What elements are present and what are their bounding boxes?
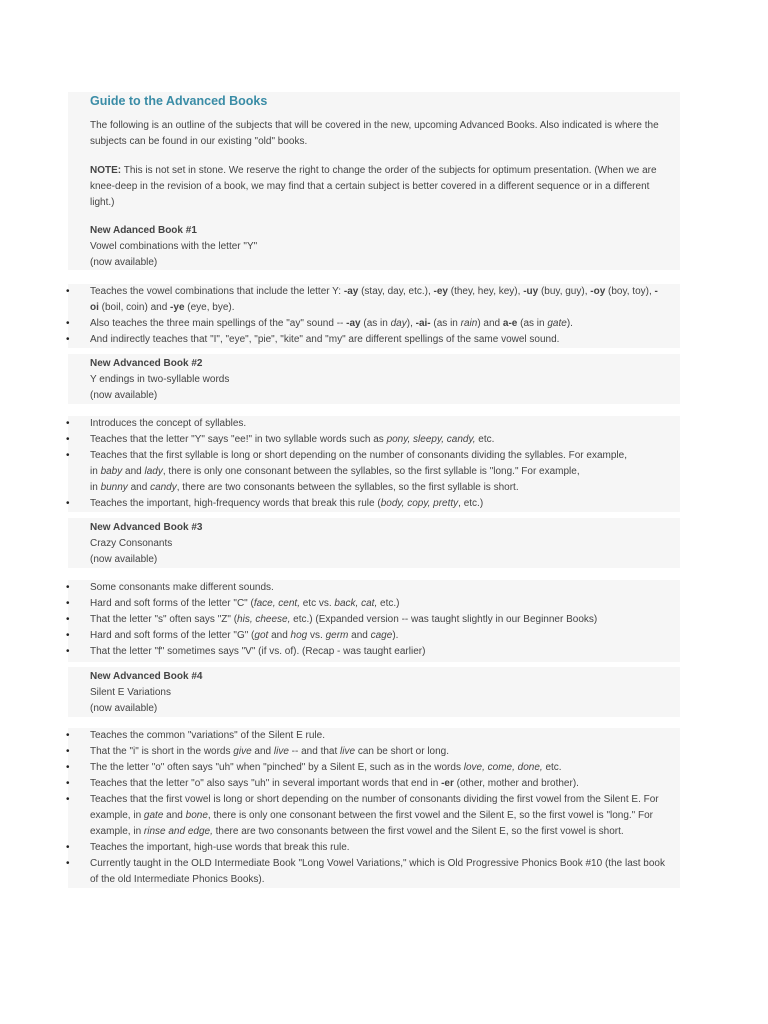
book3-list-panel: [68, 580, 680, 662]
book1-list-panel: [68, 284, 680, 348]
list-item: • Hard and soft forms of the letter "G" (got and hog vs. germ and cage).: [90, 628, 672, 644]
list-item: • Currently taught in the OLD Intermediate Book "Long Vowel Variations," which is Old Progressive Phonics Book #10 (the last book of the old Intermediate Phonics Books).: [90, 856, 672, 888]
list-item: • Teaches that the first vowel is long or short depending on the number of consonants dividing the first vowel from the Silent E. For example, in gate and bone, there is only one consonant between the first vowel and the Silent E, so the first vowel is "long." For example, in rinse and edge, there are two consonants between the first vowel and the Silent E, so the first vowel is short.: [90, 792, 672, 840]
list-item: • Introduces the concept of syllables.: [90, 416, 672, 432]
book2-header-panel: [68, 354, 680, 404]
list-item: • That the letter "s" often says "Z" (his, cheese, etc.) (Expanded version -- was taught slightly in our Beginner Books): [90, 612, 672, 628]
book3-header-panel: [68, 518, 680, 568]
book2-heading: New Advanced Book #2: [90, 358, 203, 369]
intro-line-1: The following is an outline of the subjects that will be covered in the new, upcoming Advanced Books. Also indicated is where the: [90, 120, 659, 131]
book2-list-panel: [68, 416, 680, 512]
list-item: • Also teaches the three main spellings of the "ay" sound -- -ay (as in day), -ai- (as in rain) and a-e (as in gate).: [90, 316, 672, 332]
intro-paragraph: [90, 118, 672, 150]
book1-header: [90, 223, 672, 271]
book4-subtitle: Silent E Variations: [90, 687, 171, 698]
list-item: • That the "i" is short in the words give and live -- and that live can be short or long.: [90, 744, 672, 760]
list-item: • Teaches that the letter "o" also says "uh" in several important words that end in -er (other, mother and brother).: [90, 776, 672, 792]
list-item: • Hard and soft forms of the letter "C" (face, cent, etc vs. back, cat, etc.): [90, 596, 672, 612]
book2-subtitle: Y endings in two-syllable words: [90, 374, 230, 385]
book1-list: [90, 284, 672, 348]
note-label: NOTE:: [90, 165, 122, 176]
intro-line-2: subjects can be found in our existing "old" books.: [90, 136, 308, 147]
note-paragraph: [90, 163, 672, 211]
list-item: • Teaches that the first syllable is long or short depending on the number of consonants dividing the syllables. For example, in baby and lady, there is only one consonant between the syllables, so the first syllable is "long." For example, in bunny and candy, there are two consonants between the syllables, so the first syllable is short.: [90, 448, 672, 496]
book4-heading: New Advanced Book #4: [90, 671, 203, 682]
book2-status: (now available): [90, 390, 158, 401]
book4-header-panel: [68, 667, 680, 717]
book3-status: (now available): [90, 554, 158, 565]
book4-status: (now available): [90, 703, 158, 714]
list-item: • Some consonants make different sounds.: [90, 580, 672, 596]
book2-list: [90, 416, 672, 512]
list-item: • The the letter "o" often says "uh" when "pinched" by a Silent E, such as in the words love, come, done, etc.: [90, 760, 672, 776]
list-item: • Teaches that the letter "Y" says "ee!" in two syllable words such as pony, sleepy, candy, etc.: [90, 432, 672, 448]
book3-heading: New Advanced Book #3: [90, 522, 203, 533]
book4-list-panel: [68, 728, 680, 888]
note-line-3: light.): [90, 197, 115, 208]
list-item: • Teaches the vowel combinations that include the letter Y: -ay (stay, day, etc.), -ey (they, hey, key), -uy (buy, guy), -oy (boy, toy), - oi (boil, coin) and -ye (eye, bye).: [90, 284, 672, 316]
list-item: • Teaches the common "variations" of the Silent E rule.: [90, 728, 672, 744]
book1-status: (now available): [90, 257, 158, 268]
list-item: • Teaches the important, high-frequency words that break this rule (body, copy, pretty, etc.): [90, 496, 672, 512]
note-line-2: knee-deep in the revision of a book, we may find that a certain subject is better covered in a different sequence or in a different: [90, 181, 650, 192]
note-line-1: This is not set in stone. We reserve the right to change the order of the subjects for optimum presentation. (When we are: [121, 165, 657, 176]
list-item: • And indirectly teaches that "I", "eye", "pie", "kite" and "my" are different spellings of the same vowel sound.: [90, 332, 672, 348]
list-item: • Teaches the important, high-use words that break this rule.: [90, 840, 672, 856]
book1-heading: New Adanced Book #1: [90, 225, 197, 236]
book3-list: [90, 580, 672, 660]
book4-list: [90, 728, 672, 888]
intro-panel: [68, 92, 680, 270]
list-item: • That the letter "f" sometimes says "V" (if vs. of). (Recap - was taught earlier): [90, 644, 672, 660]
book3-subtitle: Crazy Consonants: [90, 538, 173, 549]
book1-subtitle: Vowel combinations with the letter "Y": [90, 241, 258, 252]
page-title: Guide to the Advanced Books: [90, 94, 268, 108]
